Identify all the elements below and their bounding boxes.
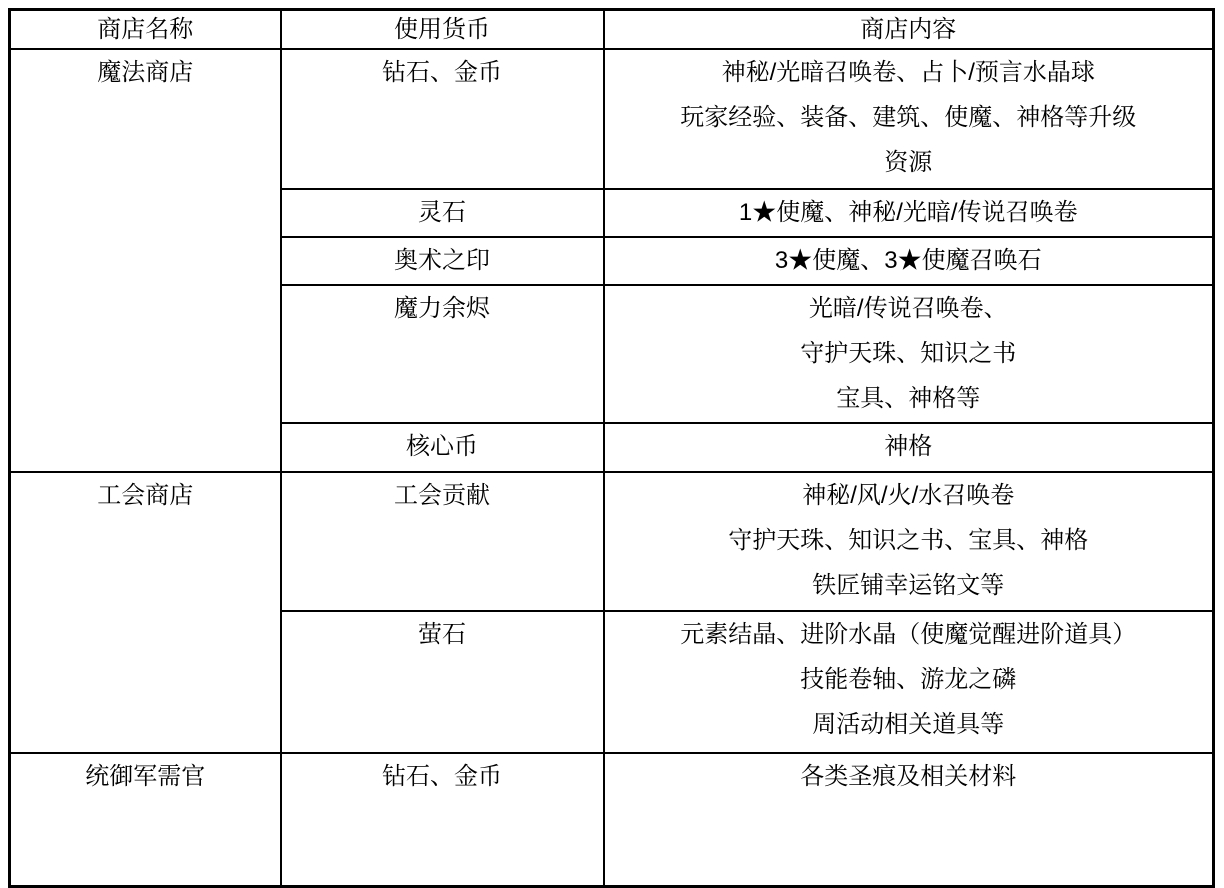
content-line: 玩家经验、装备、建筑、使魔、神格等升级 xyxy=(680,104,1137,131)
content-cell xyxy=(604,49,1214,189)
content-cell xyxy=(604,611,1214,753)
shop-name-label: 魔法商店 xyxy=(97,59,194,86)
currency-label: 灵石 xyxy=(418,199,466,226)
content-cell xyxy=(604,285,1214,423)
currency-label: 核心币 xyxy=(406,433,478,460)
currency-label: 萤石 xyxy=(418,621,466,648)
currency-cell xyxy=(281,285,604,423)
table-row xyxy=(10,49,1214,189)
header-currency: 使用货币 xyxy=(281,10,604,50)
table-row xyxy=(10,753,1214,886)
content-line: 光暗/传说召唤卷、 xyxy=(808,295,1008,322)
currency-cell xyxy=(281,472,604,611)
content-cell xyxy=(604,753,1214,886)
currency-label: 奥术之印 xyxy=(394,247,490,274)
content-line: 神格 xyxy=(884,433,933,460)
currency-label: 魔力余烬 xyxy=(394,295,490,322)
content-line: 守护天珠、知识之书、宝具、神格 xyxy=(728,527,1089,554)
currency-cell xyxy=(281,753,604,886)
currency-label: 钻石、金币 xyxy=(382,763,502,790)
content-cell xyxy=(604,423,1214,472)
shop-name-label: 统御军需官 xyxy=(85,763,206,790)
currency-cell xyxy=(281,423,604,472)
table-row xyxy=(10,472,1214,611)
content-line: 1★使魔、神秘/光暗/传说召唤卷 xyxy=(738,199,1078,226)
content-cell xyxy=(604,472,1214,611)
currency-label: 工会贡献 xyxy=(394,482,490,509)
shop-name-cell-guild-shop xyxy=(10,472,281,753)
content-line: 3★使魔、3★使魔召唤石 xyxy=(774,247,1042,274)
content-line: 宝具、神格等 xyxy=(836,385,981,412)
header-content: 商店内容 xyxy=(604,10,1214,50)
content-line: 资源 xyxy=(884,149,933,176)
content-cell xyxy=(604,237,1214,285)
content-line: 铁匠铺幸运铭文等 xyxy=(812,572,1005,599)
content-line: 周活动相关道具等 xyxy=(812,711,1005,738)
shop-name-label: 工会商店 xyxy=(97,482,194,509)
content-line: 各类圣痕及相关材料 xyxy=(800,763,1017,790)
content-line: 技能卷轴、游龙之磷 xyxy=(800,666,1017,693)
content-line: 神秘/光暗召唤卷、占卜/预言水晶球 xyxy=(721,59,1095,86)
table-header-row xyxy=(10,10,1214,50)
content-line: 神秘/风/火/水召唤卷 xyxy=(802,482,1015,509)
currency-cell xyxy=(281,189,604,237)
content-line: 守护天珠、知识之书 xyxy=(800,340,1017,367)
currency-label: 钻石、金币 xyxy=(382,59,502,86)
currency-cell xyxy=(281,237,604,285)
currency-cell xyxy=(281,49,604,189)
content-cell xyxy=(604,189,1214,237)
content-line: 元素结晶、进阶水晶（使魔觉醒进阶道具） xyxy=(680,621,1137,648)
header-shop-name: 商店名称 xyxy=(10,10,281,50)
currency-cell xyxy=(281,611,604,753)
shop-name-cell-quartermaster xyxy=(10,753,281,886)
shop-guide-table xyxy=(8,8,1215,888)
shop-name-cell-magic-shop xyxy=(10,49,281,472)
